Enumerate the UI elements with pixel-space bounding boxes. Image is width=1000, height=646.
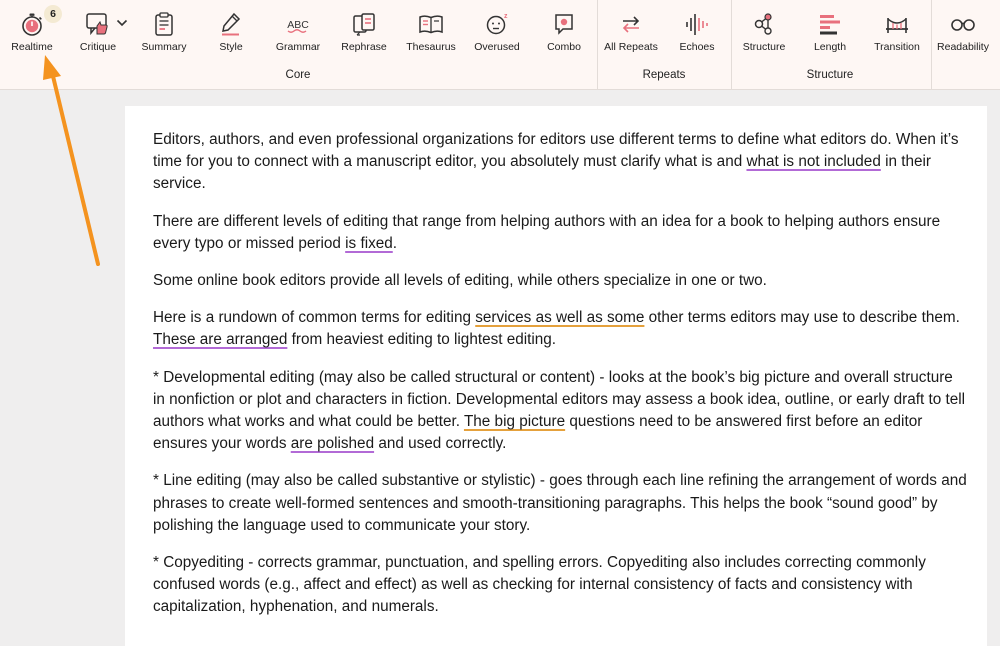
combo-button[interactable] [529, 10, 599, 53]
combo-icon [551, 11, 577, 37]
echoes-button[interactable] [662, 10, 732, 53]
pen-icon [218, 11, 244, 37]
group-label-core: Core [285, 69, 311, 81]
bridge-icon [883, 11, 911, 37]
combo-label: Combo [547, 41, 581, 53]
paragraph[interactable]: Here is a rundown of common terms for editing services as well as some other terms editors may use to describe them. These are arranged from heaviest editing to lightest editing. [153, 309, 960, 349]
overused-label: Overused [474, 41, 520, 53]
grammar-abc-icon [283, 11, 313, 37]
chevron-down-icon[interactable] [116, 19, 128, 27]
paragraph[interactable]: * Line editing (may also be called substantive or stylistic) - goes through each line refining the arrangement of words and phrases to create well-formed sentences and smooth-transitioning paragraphs. This helps the book “sound good” by polishing the language used to communicate your story. [153, 472, 967, 534]
stopwatch-icon [19, 11, 45, 37]
readability-button[interactable] [928, 10, 998, 53]
style-suggestion-highlight[interactable]: what is not included [746, 153, 881, 171]
svg-text:z: z [504, 13, 508, 20]
group-label-repeats: Repeats [642, 69, 686, 81]
critique-button[interactable] [63, 10, 133, 53]
length-label: Length [813, 41, 847, 53]
echoes-label: Echoes [679, 41, 715, 53]
document-page[interactable] [125, 106, 987, 646]
style-button[interactable] [196, 10, 266, 53]
paragraph[interactable]: Some online book editors provide all levels of editing, while others specialize in one or two. [153, 272, 767, 290]
summary-label: Summary [141, 41, 187, 53]
emoji-icon [484, 11, 510, 37]
style-suggestion-highlight[interactable]: are polished [290, 435, 375, 453]
realtime-count-badge: 6 [44, 5, 62, 23]
glasses-icon [949, 11, 977, 37]
realtime-label: Realtime [11, 41, 53, 53]
document-text[interactable] [153, 129, 968, 634]
length-bars-icon [817, 11, 843, 37]
transition-button[interactable] [862, 10, 932, 53]
all-repeats-label: All Repeats [604, 41, 658, 53]
structure-label: Structure [742, 41, 786, 53]
summary-clipboard-icon [151, 11, 177, 37]
critique-thumbs-icon [85, 11, 111, 37]
toolbar [0, 0, 1000, 90]
style-label: Style [219, 41, 243, 53]
overused-button[interactable] [462, 10, 532, 53]
grammar-button[interactable] [263, 10, 333, 53]
thesaurus-label: Thesaurus [406, 41, 456, 53]
summary-button[interactable] [129, 10, 199, 53]
paragraph[interactable]: There are different levels of editing that range from helping authors with an idea for a book to helping authors ensure every typo or missed period is fixed. [153, 212, 941, 252]
rephrase-label: Rephrase [341, 41, 387, 53]
paragraph[interactable]: * Developmental editing (may also be called structural or content) - looks at the book’s big picture and overall structure in nonfiction or plot and characters in fiction. Developmental editors may assess a book idea, outline, or early draft to tell authors what works and what could be better. The big picture questions need to be answered first before an editor ensures your words are polished and used correctly. [153, 368, 966, 453]
grammar-label: Grammar [275, 41, 321, 53]
svg-text:ABC: ABC [287, 19, 309, 31]
length-button[interactable] [795, 10, 865, 53]
repeat-suggestion-highlight[interactable]: The big picture [463, 413, 566, 431]
structure-graph-icon [751, 11, 777, 37]
rephrase-icon [351, 11, 377, 37]
rephrase-button[interactable] [329, 10, 399, 53]
transition-label: Transition [874, 41, 920, 53]
repeat-arrows-icon [618, 11, 644, 37]
repeat-suggestion-highlight[interactable]: services as well as some [475, 309, 645, 327]
all-repeats-button[interactable] [596, 10, 666, 53]
style-suggestion-highlight[interactable]: is fixed [345, 234, 393, 252]
book-icon [417, 11, 445, 37]
readability-label: Readability [937, 41, 989, 53]
structure-button[interactable] [729, 10, 799, 53]
paragraph[interactable]: * Copyediting - corrects grammar, punctuation, and spelling errors. Copyediting also includes correcting commonly confused words (e.g., affect and effect) as well as checking for internal consistency of facts and consistency with capitalization, hyphenation, and numerals. [153, 554, 926, 616]
group-label-structure: Structure [806, 69, 854, 81]
paragraph[interactable]: Editors, authors, and even professional organizations for editors use different terms to define what editors do. When it’s time for you to connect with a manuscript editor, you absolutely must clarify what is and what is not included in their service. [153, 131, 959, 193]
soundwave-icon [683, 11, 711, 37]
thesaurus-button[interactable] [396, 10, 466, 53]
style-suggestion-highlight[interactable]: These are arranged [153, 331, 288, 349]
critique-label: Critique [79, 41, 117, 53]
